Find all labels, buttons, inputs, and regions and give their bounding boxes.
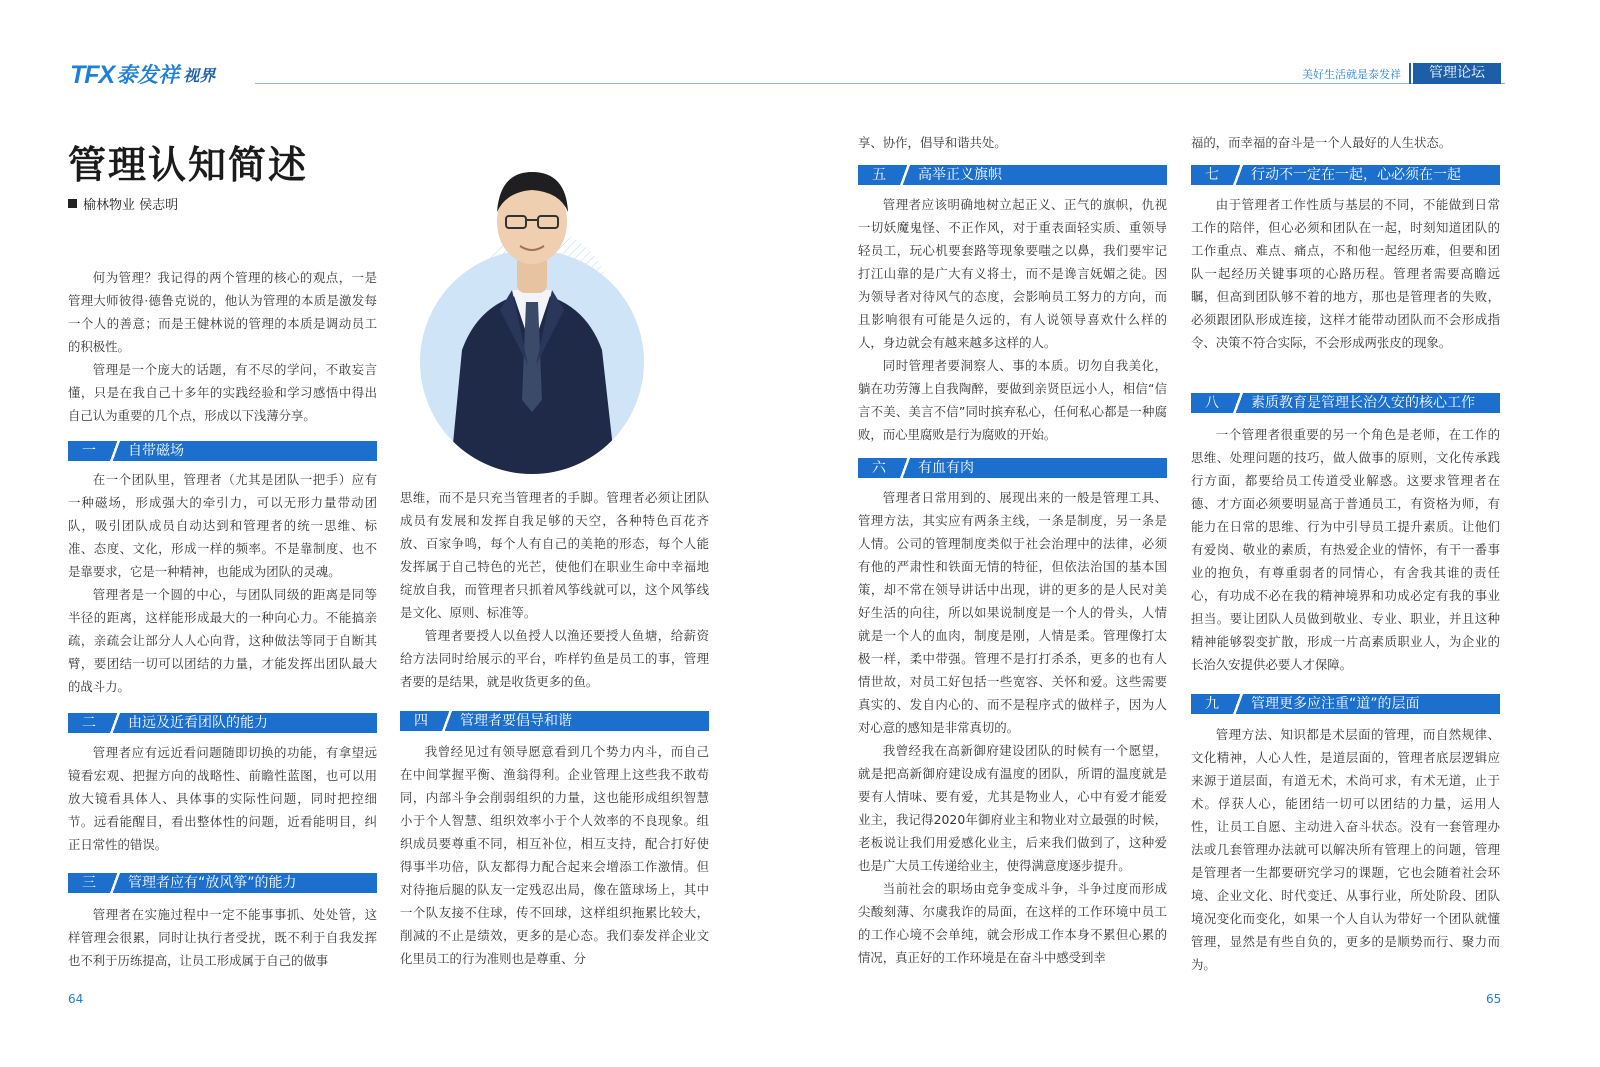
- heading-slash-icon: [1233, 393, 1245, 413]
- logo-tfx: TFX: [70, 61, 115, 89]
- author-bullet-icon: [68, 199, 77, 208]
- heading-slash-icon: [900, 165, 912, 185]
- column-1: [68, 266, 377, 427]
- section-number: 九: [1191, 694, 1233, 714]
- body-paragraph: 管理者要授人以鱼授人以渔还要授人鱼塘，给薪资给方法同时给展示的平台，咋样钓鱼是员工的事，管理者要的是结果，就是收货更多的鱼。: [400, 628, 709, 689]
- heading-slash-icon: [110, 873, 122, 893]
- section-1-body: [68, 468, 377, 698]
- intro-paragraph: 管理是一个庞大的话题，有不尽的学问，不敢妄言懂，只是在我自己十多年的实践经验和学习感悟中得出自己认为重要的几个点，形成以下浅薄分享。: [68, 362, 377, 423]
- body-paragraph: 福的，而幸福的奋斗是一个人最好的人生状态。: [1191, 135, 1452, 150]
- section-title: 素质教育是管理长治久安的核心工作: [1245, 393, 1500, 413]
- logo-brand: 泰发祥: [116, 63, 180, 87]
- section-heading-9: [1191, 694, 1500, 714]
- logo-view: 视界: [183, 66, 216, 85]
- heading-slash-icon: [900, 458, 912, 478]
- section-5-body: [858, 193, 1167, 446]
- article-title: 管理认知简述: [68, 143, 309, 187]
- section-title: 高举正义旗帜: [912, 165, 1167, 185]
- body-paragraph: 我曾经见过有领导愿意看到几个势力内斗，而自己在中间掌握平衡、渔翁得利。企业管理上这些我不敢苟同，内部斗争会削弱组织的力量，这也能形成组织智慧小于个人智慧、组织效率小于个人效率的不良现象。组织成员要尊重不同，相互补位，相互支持，配合打好使得事半功倍，队友都得力配合起来会增添工作激情。但对待拖后腿的队友一定残忍出局，像在篮球场上，其中一个队友接不住球，传不回球，这样组织拖累比较大，削减的不止是绩效，更多的是心态。我们泰发祥企业文化里员工的行为准则也是尊重、分: [400, 744, 709, 966]
- section-heading-4: [400, 711, 709, 731]
- body-paragraph: 我曾经我在高新御府建设团队的时候有一个愿望，就是把高新御府建设成有温度的团队，所谓的温度就是要有人情味、要有爱，尤其是物业人，心中有爱才能爱业主，我记得2020年御府业主和物业对立最强的时候，老板说让我们用爱感化业主，后来我们做到了，这种爱也是广大员工传递给业主，使得满意度逐步提升。: [858, 743, 1167, 873]
- heading-slash-icon: [442, 711, 454, 731]
- body-paragraph: 思维，而不是只充当管理者的手脚。管理者必须让团队成员有发展和发挥自我足够的天空，各种特色百花齐放、百家争鸣，每个人有自己的美艳的形态，每个人能发挥属于自己特色的光芒，使他们在职业生命中幸福地绽放自我，而管理者只抓着风筝线就可以，这个风筝线是文化、原则、标准等。: [400, 490, 709, 620]
- section-heading-7: [1191, 165, 1500, 185]
- section-heading-8: [1191, 393, 1500, 413]
- section-9-body: [1191, 723, 1500, 976]
- section-title: 由远及近看团队的能力: [122, 713, 377, 733]
- body-paragraph: 管理者在实施过程中一定不能事事抓、处处管，这样管理会很累，同时让执行者受扰，既不利于自我发挥也不利于历练提高，让员工形成属于自己的做事: [68, 907, 377, 968]
- header-rule: [255, 83, 1505, 84]
- section-number: 六: [858, 458, 900, 478]
- article-author: [68, 194, 178, 213]
- section-number: 五: [858, 165, 900, 185]
- section-heading-2: [68, 713, 377, 733]
- body-paragraph: 一个管理者很重要的另一个角色是老师，在工作的思维、处理问题的技巧，做人做事的原则，文化传承践行方面，都要给员工传道受业解惑。这要求管理者在德、才方面必须要明显高于普通员工，有资格为师，有能力在日常的思维、行为中引导员工提升素质。让他们有爱岗、敬业的素质，有热爱企业的情怀，有干一番事业的抱负，有尊重弱者的同情心，有舍我其谁的责任心，有功成不必在我的精神境界和功成必定有我的事业担当。要让团队人员做到敬业、专业、职业，并且这种精神能够裂变扩散，形成一片高素质职业人，为企业的长治久安提供必要人才保障。: [1191, 427, 1500, 672]
- heading-slash-icon: [1233, 694, 1245, 714]
- heading-slash-icon: [110, 713, 122, 733]
- section-6-body: [858, 486, 1167, 969]
- section-heading-3: [68, 873, 377, 893]
- body-paragraph: 享、协作，倡导和谐共处。: [858, 135, 1007, 150]
- section-title: 有血有肉: [912, 458, 1167, 478]
- body-paragraph: 管理者日常用到的、展现出来的一般是管理工具、管理方法，其实应有两条主线，一条是制度，另一条是人情。公司的管理制度类似于社会治理中的法律，必须有他的严肃性和铁面无情的特征，但依法治国的基本国策，却不常在领导讲话中出现，讲的更多的是人民对美好生活的向往，所以如果说制度是一个人的骨头，人情就是一个人的血肉，制度是刚，人情是柔。管理像打太极一样，柔中带强。管理不是打打杀杀，更多的也有人情世故，对员工好包括一些宽容、关怀和爱。这些需要真实的、发自内心的、而不是程序式的做样子，因为人对心意的感知是非常真切的。: [858, 490, 1167, 735]
- section-number: 三: [68, 873, 110, 893]
- page-number-right: 65: [1486, 992, 1502, 1006]
- body-paragraph: 管理方法、知识都是术层面的管理，而自然规律、文化精神，人心人性，是道层面的，管理者底层逻辑应来源于道层面，有道无术，术尚可求，有术无道，止于术。俘获人心，能团结一切可以团结的力量，运用人性，让员工自愿、主动进入奋斗状态。没有一套管理办法或几套管理办法就可以解决所有管理上的问题，管理是管理者一生都要研究学习的课题，它也会随着社会环境、企业文化、时代变迁、从事行业，所处阶段、团队境况变化而变化，如果一个人自认为带好一个团队就懂管理，显然是有些自负的，更多的是顺势而行、聚力而为。: [1191, 727, 1500, 972]
- section-number: 七: [1191, 165, 1233, 185]
- section-title: 自带磁场: [122, 441, 377, 461]
- section-7-body: [1191, 193, 1500, 354]
- body-paragraph: 由于管理者工作性质与基层的不同，不能做到日常工作的陪伴，但心必须和团队在一起，时刻知道团队的工作重点、难点、痛点，不和他一起经历难，但要和团队一起经历关键事项的心路历程。管理者需要高瞻远瞩，但高到团队够不着的地方，那也是管理者的失败，必须跟团队形成连接，这样才能带动团队而不会形成指令、决策不符合实际，不会形成两张皮的现象。: [1191, 197, 1500, 350]
- section-heading-5: [858, 165, 1167, 185]
- column-3: [858, 131, 1167, 154]
- section-number: 二: [68, 713, 110, 733]
- section-title: 管理者要倡导和谐: [454, 711, 709, 731]
- section-heading-6: [858, 458, 1167, 478]
- section-tag: 管理论坛: [1413, 63, 1501, 84]
- section-title: 行动不一定在一起，心必须在一起: [1245, 165, 1500, 185]
- body-paragraph: 同时管理者要洞察人、事的本质。切勿自我美化，躺在功劳簿上自我陶醉，要做到亲贤臣远小人，相信“信言不美、美言不信”同时摈弃私心，任何私心都是一种腐败，而心里腐败是行为腐败的开始。: [858, 358, 1167, 442]
- section-number: 四: [400, 711, 442, 731]
- section-heading-1: [68, 441, 377, 461]
- section-2-body: [68, 741, 377, 856]
- section-3-body: [68, 903, 377, 972]
- heading-slash-icon: [1233, 165, 1245, 185]
- section-8-body: [1191, 423, 1500, 676]
- header-slogan: 美好生活就是泰发祥: [1302, 68, 1401, 81]
- author-portrait: [420, 150, 645, 475]
- section-number: 八: [1191, 393, 1233, 413]
- section-title: 管理者应有“放风筝”的能力: [122, 873, 377, 893]
- column-4: [1191, 131, 1500, 154]
- magazine-logo: [70, 62, 215, 88]
- body-paragraph: 管理者是一个圆的中心，与团队同级的距离是同等半径的距离，这样能形成最大的一种向心力。不能搞亲疏，亲疏会让部分人人心向背，这种做法等同于自断其臂，要团结一切可以团结的力量，才能发挥出团队最大的战斗力。: [68, 587, 377, 694]
- body-paragraph: 管理者应有远近看问题随即切换的功能，有拿望远镜看宏观、把握方向的战略性、前瞻性蓝图，也可以用放大镜看具体人、具体事的实际性问题，同时把控细节。远看能醒目，看出整体性的问题，近看能明目，纠正日常性的错误。: [68, 745, 377, 852]
- body-paragraph: 管理者应该明确地树立起正义、正气的旗帜，仇视一切妖魔鬼怪、不正作风，对于重表面轻实质、重领导轻员工，玩心机要套路等现象要嗤之以鼻，我们要牢记打江山靠的是广大有义将士，而不是谗言妩媚之徒。因为领导者对待风气的态度，会影响员工努力的方向，而且影响很有可能是久远的，有人说领导喜欢什么样的人，身边就会有越来越多这样的人。: [858, 197, 1167, 350]
- body-paragraph: 在一个团队里，管理者（尤其是团队一把手）应有一种磁场，形成强大的牵引力，可以无形力量带动团队，吸引团队成员自动达到和管理者的统一思维、标准、态度、文化，形成一样的频率。不是靠制度、也不是靠要求，它是一种精神，也能成为团队的灵魂。: [68, 472, 377, 579]
- section-title: 管理更多应注重“道”的层面: [1245, 694, 1500, 714]
- heading-slash-icon: [110, 441, 122, 461]
- section-number: 一: [68, 441, 110, 461]
- column-2: [400, 486, 709, 693]
- intro-paragraph: 何为管理？我记得的两个管理的核心的观点，一是管理大师彼得·德鲁克说的，他认为管理的本质是激发每一个人的善意；而是王健林说的管理的本质是调动员工的积极性。: [68, 270, 377, 354]
- section-4-body: [400, 740, 709, 970]
- page-number-left: 64: [68, 992, 84, 1006]
- author-name: 榆林物业 侯志明: [83, 198, 179, 213]
- body-paragraph: 当前社会的职场由竞争变成斗争，斗争过度而形成尖酸刻薄、尔虞我诈的局面，在这样的工作环境中员工的工作心境不会单纯，就会形成工作本身不累但心累的情况，真正好的工作环境是在奋斗中感受到幸: [858, 881, 1167, 965]
